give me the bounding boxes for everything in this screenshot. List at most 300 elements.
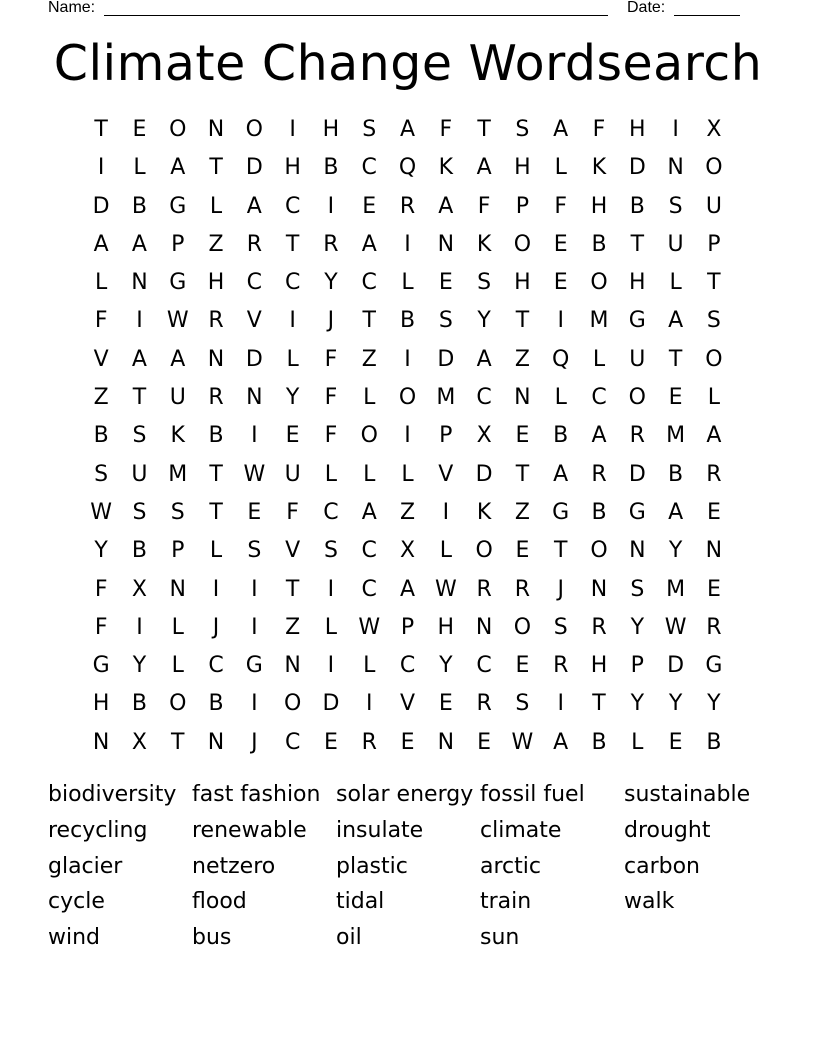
grid-cell[interactable]: I — [251, 691, 258, 717]
grid-cell[interactable]: O — [513, 614, 532, 640]
grid-cell[interactable]: Q — [552, 346, 570, 372]
grid-cell[interactable]: I — [251, 576, 258, 602]
grid-cell[interactable]: S — [630, 576, 645, 602]
grid-cell[interactable]: A — [553, 461, 569, 487]
grid-cell[interactable]: B — [629, 193, 645, 219]
grid-cell[interactable]: T — [553, 538, 568, 564]
grid-cell[interactable]: J — [327, 308, 335, 334]
grid-cell[interactable]: I — [442, 499, 450, 525]
grid-cell[interactable]: L — [401, 461, 414, 487]
grid-cell[interactable]: L — [209, 193, 223, 219]
grid-cell[interactable]: F — [554, 193, 568, 219]
grid-cell[interactable]: C — [476, 385, 492, 411]
grid-cell[interactable]: L — [363, 653, 376, 679]
grid-cell[interactable]: E — [668, 385, 683, 411]
grid-cell[interactable]: K — [476, 231, 492, 257]
grid-cell[interactable]: I — [557, 308, 564, 334]
word-list-row — [48, 813, 768, 849]
grid-cell[interactable]: S — [323, 538, 338, 564]
grid-cell[interactable]: E — [515, 423, 530, 449]
grid-cell[interactable]: C — [361, 538, 377, 564]
grid-cell[interactable]: T — [209, 461, 223, 487]
grid-cell[interactable]: T — [285, 231, 300, 257]
grid-cell[interactable]: Z — [399, 499, 416, 525]
grid-cell[interactable]: D — [667, 653, 685, 679]
grid-cell[interactable]: G — [552, 499, 570, 525]
grid-cell[interactable]: L — [554, 155, 567, 181]
grid-cell[interactable]: E — [247, 499, 262, 525]
grid-cell[interactable]: M — [589, 308, 609, 334]
grid-cell[interactable]: T — [515, 461, 530, 487]
grid-cell[interactable]: H — [629, 270, 646, 296]
grid-cell[interactable]: O — [169, 117, 187, 142]
grid-cell[interactable]: P — [439, 423, 453, 449]
grid-cell[interactable]: N — [207, 117, 225, 142]
grid-cell[interactable]: Z — [514, 346, 530, 372]
grid-cell[interactable]: U — [667, 231, 684, 257]
grid-cell[interactable]: A — [131, 346, 147, 372]
grid-cell[interactable]: B — [131, 538, 147, 564]
grid-cell[interactable]: A — [591, 423, 607, 449]
grid-cell[interactable]: E — [668, 729, 683, 755]
grid-cell[interactable]: C — [361, 270, 377, 296]
grid-cell[interactable]: T — [592, 691, 606, 717]
grid-cell[interactable]: C — [323, 499, 339, 525]
grid-cell[interactable]: L — [669, 270, 682, 296]
grid-cell[interactable]: L — [363, 385, 376, 411]
grid-cell[interactable]: E — [553, 270, 568, 296]
grid-cell[interactable]: N — [92, 729, 110, 755]
grid-cell[interactable]: L — [133, 155, 146, 181]
grid-cell[interactable]: C — [591, 385, 607, 411]
grid-cell[interactable]: H — [629, 117, 646, 142]
grid-cell[interactable]: B — [93, 423, 109, 449]
grid-cell[interactable]: D — [322, 691, 340, 717]
grid-cell[interactable]: O — [169, 691, 187, 717]
grid-cell[interactable]: E — [515, 653, 530, 679]
grid-cell[interactable]: F — [324, 423, 338, 449]
grid-cell[interactable]: R — [591, 614, 607, 640]
grid-cell[interactable]: B — [323, 155, 339, 181]
grid-cell[interactable]: L — [95, 270, 108, 296]
grid-cell[interactable]: B — [553, 423, 569, 449]
grid-cell[interactable]: Y — [132, 653, 147, 679]
grid-cell[interactable]: C — [284, 729, 301, 755]
grid-cell[interactable]: Z — [285, 614, 301, 640]
grid-cell[interactable]: X — [399, 538, 416, 564]
grid-cell[interactable]: T — [209, 155, 223, 181]
grid-row — [82, 302, 734, 340]
grid-cell[interactable]: H — [514, 270, 531, 296]
grid-cell[interactable]: S — [94, 461, 109, 487]
grid-cell[interactable]: O — [475, 538, 493, 564]
grid-cell[interactable]: W — [511, 729, 534, 755]
grid-cell[interactable]: C — [284, 193, 301, 219]
grid-cell[interactable]: S — [515, 117, 530, 142]
grid-cell[interactable]: C — [399, 653, 416, 679]
grid-cell[interactable]: F — [477, 193, 491, 219]
grid-cell[interactable]: I — [251, 614, 258, 640]
grid-cell[interactable]: T — [209, 499, 223, 525]
grid-cell[interactable]: F — [286, 499, 299, 525]
grid-cell[interactable]: R — [246, 231, 262, 257]
grid-cell[interactable]: A — [131, 231, 147, 257]
grid-cell[interactable]: M — [436, 385, 456, 411]
grid-cell[interactable]: A — [246, 193, 262, 219]
grid-cell[interactable]: N — [207, 729, 225, 755]
grid-cell[interactable]: W — [434, 576, 457, 602]
grid-cell[interactable]: O — [283, 691, 302, 717]
grid-cell[interactable]: E — [553, 231, 568, 257]
grid-cell[interactable]: I — [365, 691, 373, 717]
grid-cell[interactable]: R — [706, 461, 722, 487]
grid-cell[interactable]: M — [666, 423, 686, 449]
grid-cell[interactable]: R — [706, 614, 722, 640]
grid-cell[interactable]: F — [324, 346, 338, 372]
grid-cell[interactable]: Y — [477, 308, 491, 334]
grid-cell[interactable]: I — [212, 576, 220, 602]
grid-cell[interactable]: N — [207, 346, 225, 372]
grid-cell[interactable]: G — [245, 653, 263, 679]
grid-cell[interactable]: R — [553, 653, 569, 679]
grid-cell[interactable]: R — [208, 385, 224, 411]
grid-cell[interactable]: I — [404, 231, 411, 257]
grid-cell[interactable]: B — [131, 193, 147, 219]
grid-cell[interactable]: W — [90, 499, 113, 525]
grid-cell[interactable]: T — [515, 308, 530, 334]
grid-cell[interactable]: P — [515, 193, 530, 219]
grid-cell[interactable]: E — [477, 729, 492, 755]
grid-cell[interactable]: L — [324, 614, 338, 640]
grid-row — [82, 149, 734, 187]
grid-cell[interactable]: L — [363, 461, 376, 487]
word-list-item: climate — [480, 817, 562, 843]
grid-cell[interactable]: H — [590, 193, 608, 219]
grid-cell[interactable]: A — [476, 346, 492, 372]
grid-cell[interactable]: D — [92, 193, 110, 219]
grid-cell[interactable]: R — [476, 576, 492, 602]
grid-cell[interactable]: F — [592, 117, 606, 142]
grid-cell[interactable]: C — [284, 270, 301, 296]
grid-cell[interactable]: I — [327, 653, 335, 679]
grid-cell[interactable]: K — [438, 155, 454, 181]
grid-cell[interactable]: X — [131, 576, 147, 602]
grid-cell[interactable]: V — [246, 308, 262, 334]
grid-cell[interactable]: O — [245, 117, 263, 142]
grid-row — [82, 532, 734, 570]
grid-cell[interactable]: A — [476, 155, 492, 181]
grid-cell[interactable]: A — [668, 499, 684, 525]
grid-cell[interactable]: I — [327, 576, 335, 602]
grid-cell[interactable]: N — [246, 385, 263, 411]
grid-cell[interactable]: C — [361, 155, 377, 181]
grid-cell[interactable]: T — [94, 117, 108, 142]
grid-cell[interactable]: Y — [668, 538, 683, 564]
grid-cell[interactable]: Y — [324, 270, 338, 296]
grid-cell[interactable]: E — [285, 423, 300, 449]
date-field-line[interactable] — [674, 15, 740, 16]
grid-cell[interactable]: I — [557, 691, 564, 717]
grid-cell[interactable]: V — [399, 691, 416, 717]
grid-cell[interactable]: S — [132, 423, 147, 449]
grid-cell[interactable]: L — [439, 538, 452, 564]
grid-cell[interactable]: E — [438, 270, 453, 296]
grid-cell[interactable]: T — [668, 346, 683, 372]
grid-cell[interactable]: Y — [285, 385, 300, 411]
grid-cell[interactable]: G — [92, 653, 110, 679]
grid-cell[interactable]: W — [166, 308, 189, 334]
grid-cell[interactable]: K — [170, 423, 185, 449]
grid-cell[interactable]: N — [437, 231, 455, 257]
grid-cell[interactable]: H — [92, 691, 110, 717]
grid-cell[interactable]: B — [208, 691, 224, 717]
grid-cell[interactable]: B — [399, 308, 416, 334]
grid-cell[interactable]: I — [136, 614, 143, 640]
grid-cell[interactable]: C — [476, 653, 492, 679]
grid-cell[interactable]: S — [706, 308, 721, 334]
grid-cell[interactable]: F — [439, 117, 453, 142]
grid-cell[interactable]: R — [629, 423, 645, 449]
grid-cell[interactable]: O — [398, 385, 417, 411]
grid-cell[interactable]: T — [171, 729, 185, 755]
grid-cell[interactable]: I — [251, 423, 258, 449]
grid-cell[interactable]: B — [668, 461, 684, 487]
grid-cell[interactable]: K — [476, 499, 492, 525]
grid-cell[interactable]: N — [667, 155, 684, 181]
grid-cell[interactable]: E — [362, 193, 377, 219]
grid-cell[interactable]: U — [284, 461, 301, 487]
grid-cell[interactable]: R — [514, 576, 531, 602]
grid-cell[interactable]: N — [629, 538, 646, 564]
grid-cell[interactable]: P — [400, 614, 415, 640]
grid-cell[interactable]: M — [168, 461, 188, 487]
grid-cell[interactable]: N — [705, 538, 723, 564]
grid-cell[interactable]: D — [437, 346, 455, 372]
grid-cell[interactable]: L — [324, 461, 338, 487]
grid-row — [82, 494, 734, 532]
grid-cell[interactable]: A — [361, 499, 377, 525]
grid-cell[interactable]: L — [554, 385, 567, 411]
grid-cell[interactable]: A — [553, 729, 569, 755]
grid-cell[interactable]: S — [553, 614, 568, 640]
grid-cell[interactable]: G — [705, 653, 723, 679]
grid-cell[interactable]: E — [706, 499, 721, 525]
grid-cell[interactable]: A — [553, 117, 569, 142]
grid-cell[interactable]: U — [705, 193, 722, 219]
grid-cell[interactable]: A — [668, 308, 684, 334]
grid-cell[interactable]: A — [438, 193, 454, 219]
grid-cell[interactable]: E — [400, 729, 415, 755]
grid-cell[interactable]: Z — [361, 346, 377, 372]
grid-cell[interactable]: L — [631, 729, 644, 755]
grid-cell[interactable]: G — [169, 270, 187, 296]
grid-cell[interactable]: G — [169, 193, 187, 219]
grid-cell[interactable]: N — [437, 729, 455, 755]
grid-cell[interactable]: A — [170, 155, 186, 181]
grid-cell[interactable]: P — [171, 231, 185, 257]
grid-cell[interactable]: S — [362, 117, 377, 142]
grid-cell[interactable]: Q — [398, 155, 417, 181]
grid-cell[interactable]: A — [93, 231, 109, 257]
grid-cell[interactable]: A — [399, 576, 416, 602]
grid-cell[interactable]: R — [208, 308, 224, 334]
grid-cell[interactable]: A — [706, 423, 722, 449]
grid-cell[interactable]: O — [590, 270, 608, 296]
grid-cell[interactable]: I — [672, 117, 679, 142]
grid-cell[interactable]: J — [557, 576, 564, 602]
grid-cell[interactable]: Y — [630, 614, 645, 640]
grid-cell[interactable]: W — [358, 614, 381, 640]
grid-cell[interactable]: E — [438, 691, 453, 717]
grid-cell[interactable]: K — [591, 155, 607, 181]
grid-cell[interactable]: R — [361, 729, 377, 755]
grid-cell[interactable]: E — [323, 729, 338, 755]
grid-cell[interactable]: V — [438, 461, 454, 487]
grid-cell[interactable]: I — [289, 308, 296, 334]
grid-cell[interactable]: D — [628, 155, 646, 181]
grid-cell[interactable]: O — [513, 231, 532, 257]
grid-cell[interactable]: I — [404, 423, 411, 449]
grid-cell[interactable]: A — [170, 346, 186, 372]
grid-cell[interactable]: G — [628, 499, 646, 525]
grid-cell[interactable]: F — [94, 614, 108, 640]
grid-cell[interactable]: E — [132, 117, 147, 142]
grid-cell[interactable]: H — [514, 155, 531, 181]
grid-cell[interactable]: O — [360, 423, 378, 449]
grid-cell[interactable]: L — [286, 346, 299, 372]
grid-cell[interactable]: D — [245, 346, 263, 372]
grid-cell[interactable]: C — [208, 653, 224, 679]
grid-cell[interactable]: I — [289, 117, 296, 142]
grid-cell[interactable]: O — [590, 538, 608, 564]
grid-cell[interactable]: H — [284, 155, 301, 181]
grid-cell[interactable]: I — [404, 346, 411, 372]
grid-cell[interactable]: H — [207, 270, 225, 296]
grid-cell[interactable]: T — [285, 576, 300, 602]
grid-cell[interactable]: F — [94, 308, 108, 334]
grid-cell[interactable]: T — [630, 231, 645, 257]
grid-cell[interactable]: D — [628, 461, 646, 487]
grid-cell[interactable]: B — [591, 231, 607, 257]
grid-cell[interactable]: N — [131, 270, 148, 296]
grid-cell[interactable]: H — [322, 117, 340, 142]
grid-cell[interactable]: R — [323, 231, 339, 257]
grid-cell[interactable]: N — [169, 576, 186, 602]
grid-cell[interactable]: T — [362, 308, 376, 334]
grid-cell[interactable]: N — [284, 653, 301, 679]
grid-cell[interactable]: I — [136, 308, 143, 334]
grid-cell[interactable]: R — [399, 193, 416, 219]
grid-cell[interactable]: B — [591, 499, 607, 525]
grid-cell[interactable]: N — [475, 614, 493, 640]
grid-cell[interactable]: U — [131, 461, 148, 487]
grid-cell[interactable]: S — [132, 499, 147, 525]
name-field-line[interactable] — [104, 15, 608, 16]
grid-row — [82, 609, 734, 647]
grid-cell[interactable]: W — [243, 461, 266, 487]
grid-cell[interactable]: D — [475, 461, 493, 487]
grid-cell[interactable]: H — [590, 653, 608, 679]
grid-cell[interactable]: C — [361, 576, 377, 602]
grid-cell[interactable]: B — [591, 729, 607, 755]
grid-cell[interactable]: E — [706, 576, 721, 602]
grid-cell[interactable]: U — [629, 346, 646, 372]
grid-cell[interactable]: S — [668, 193, 683, 219]
grid-cell[interactable]: O — [705, 346, 723, 372]
grid-cell[interactable]: D — [245, 155, 263, 181]
grid-cell[interactable]: T — [132, 385, 147, 411]
grid-cell[interactable]: N — [590, 576, 608, 602]
grid-cell[interactable]: W — [664, 614, 687, 640]
grid-cell[interactable]: J — [212, 614, 220, 640]
grid-row — [82, 111, 734, 149]
grid-cell[interactable]: S — [477, 270, 492, 296]
grid-cell[interactable]: M — [666, 576, 686, 602]
grid-cell[interactable]: R — [591, 461, 607, 487]
grid-cell[interactable]: F — [324, 385, 338, 411]
grid-cell[interactable]: T — [707, 270, 721, 296]
grid-cell[interactable]: U — [169, 385, 186, 411]
grid-cell[interactable]: S — [247, 538, 262, 564]
grid-cell[interactable]: B — [706, 729, 722, 755]
grid-row — [82, 571, 734, 609]
grid-cell[interactable]: B — [208, 423, 224, 449]
grid-cell[interactable]: T — [477, 117, 491, 142]
grid-cell[interactable]: Z — [514, 499, 530, 525]
grid-cell[interactable]: O — [705, 155, 723, 181]
grid-cell[interactable]: L — [171, 614, 184, 640]
grid-cell[interactable]: R — [476, 691, 492, 717]
grid-cell[interactable]: S — [515, 691, 530, 717]
grid-cell[interactable]: X — [706, 117, 722, 142]
grid-cell[interactable]: E — [515, 538, 530, 564]
grid-cell[interactable]: V — [285, 538, 301, 564]
grid-cell[interactable]: S — [170, 499, 185, 525]
grid-cell[interactable]: P — [171, 538, 185, 564]
grid-cell[interactable]: J — [251, 729, 258, 755]
grid-cell[interactable]: C — [246, 270, 263, 296]
grid-cell[interactable]: Y — [707, 691, 721, 717]
grid-cell[interactable]: B — [131, 691, 147, 717]
grid-cell[interactable]: A — [399, 117, 416, 142]
grid-cell[interactable]: N — [514, 385, 531, 411]
grid-cell[interactable]: G — [628, 308, 646, 334]
grid-cell[interactable]: P — [707, 231, 721, 257]
grid-cell[interactable]: Y — [439, 653, 453, 679]
grid-cell[interactable]: L — [592, 346, 606, 372]
grid-cell[interactable]: L — [209, 538, 223, 564]
grid-cell[interactable]: X — [131, 729, 147, 755]
grid-cell[interactable]: L — [707, 385, 721, 411]
grid-cell[interactable]: S — [438, 308, 453, 334]
grid-cell[interactable]: H — [437, 614, 455, 640]
grid-cell[interactable]: V — [93, 346, 109, 372]
grid-cell[interactable]: A — [361, 231, 377, 257]
grid-cell[interactable]: F — [94, 576, 108, 602]
grid-cell[interactable]: P — [630, 653, 644, 679]
grid-cell[interactable]: L — [171, 653, 184, 679]
grid-cell[interactable]: Y — [630, 691, 645, 717]
grid-cell[interactable]: Y — [668, 691, 683, 717]
grid-cell[interactable]: I — [97, 155, 105, 181]
grid-cell[interactable]: I — [327, 193, 335, 219]
grid-cell[interactable]: Y — [94, 538, 108, 564]
grid-cell[interactable]: Z — [93, 385, 109, 411]
grid-cell[interactable]: X — [476, 423, 492, 449]
grid-cell[interactable]: Z — [208, 231, 224, 257]
grid-cell[interactable]: O — [628, 385, 646, 411]
grid-cell[interactable]: L — [401, 270, 414, 296]
